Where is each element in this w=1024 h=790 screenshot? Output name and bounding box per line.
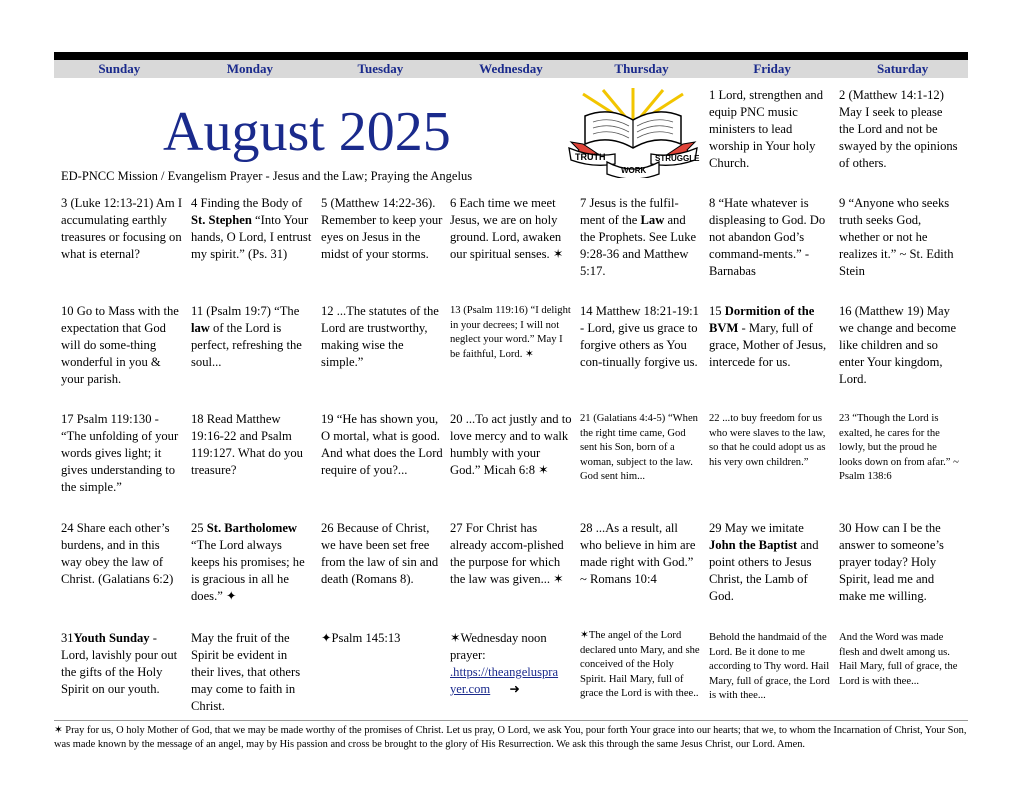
calendar-title: August 2025 [163,101,451,163]
extra-wednesday: ✶Wednesday noon prayer: .https://theangeluspra yer.com ➜ [450,631,559,696]
day-27: 27 For Christ has already accom-plished the purpose for which the law was given... ✶ [450,521,564,586]
extra-friday: Behold the handmaid of the Lord. Be it done to me according to Thy word. Hail Mary, full of grace, the Lord is with thee... [709,632,830,701]
day-5: 5 (Matthew 14:22-36). Remember to keep your eyes on Jesus in the midst of your storms. [321,196,443,261]
calendar-subtitle: ED-PNCC Mission / Evangelism Prayer - Jesus and the Law; Praying the Angelus [61,169,473,183]
day-1: 1 Lord, strengthen and equip PNC music ministers to lead worship in Your holy Church. [709,88,824,170]
weekday-tuesday: Tuesday [357,61,404,76]
weekday-friday: Friday [753,61,791,76]
open-book-logo-icon [563,86,703,178]
extra-monday: May the fruit of the Spirit be evident in their lives, that others may come to faith in Christ. [191,631,301,713]
extra-tuesday: ✦Psalm 145:13 [321,631,401,645]
day-16: 16 (Matthew 19) May we change and become like children and so enter Your kingdom, Lord. [839,304,957,386]
day-24: 24 Share each other’s burdens, and in this way obey the law of Christ. (Galatians 6:2) [61,521,174,586]
day-8: 8 “Hate whatever is displeasing to God. Do not abandon God’s command-ments.” -Barnabas [709,196,826,278]
day-26: 26 Because of Christ, we have been set free from the law of sin and death (Romans 8). [321,521,439,586]
angelus-prayer-link[interactable]: .https://theangeluspra yer.com [450,665,559,696]
weekday-sunday: Sunday [98,61,141,76]
logo-struggle-text: STRUGGLE [655,154,700,163]
day-6: 6 Each time we meet Jesus, we are on holy ground. Lord, awaken our spiritual senses. ✶ [450,196,564,261]
day-14: 14 Matthew 18:21-19:1 - Lord, give us grace to forgive others as You con-tinually forgive us. [580,304,699,369]
extra-thursday: ✶The angel of the Lord declared unto Mary, and she conceived of the Holy Spirit. Hail Mary, full of grace the Lord is with thee.. [580,630,700,699]
day-18: 18 Read Matthew 19:16-22 and Psalm 119:127. What do you treasure? [191,412,303,477]
weekday-thursday: Thursday [614,61,669,76]
logo-truth-text: TRUTH [575,152,606,162]
day-3: 3 (Luke 12:13-21) Am I accumulating earthly treasures or focusing on what is eternal? [61,196,183,261]
day-12: 12 ...The statutes of the Lord are trustworthy, making wise the simple.” [321,304,439,369]
arrow-right-icon: ➜ [509,682,520,696]
logo-work-text: WORK [621,166,647,175]
weekday-wednesday: Wednesday [479,61,543,76]
day-23: 23 “Though the Lord is exalted, he cares for the lowly, but the proud he looks down on from afar.” ~ Psalm 138:6 [839,413,959,482]
day-29: 29 May we imitate John the Baptist and point others to Jesus Christ, the Lamb of God. [709,521,819,603]
day-28: 28 ...As a result, all who believe in him are made right with God.” ~ Romans 10:4 [580,521,696,586]
day-30: 30 How can I be the answer to someone’s prayer today? Holy Spirit, lead me and make me willing. [839,521,944,603]
day-13: 13 (Psalm 119:16) “I delight in your decrees; I will not neglect your word.” May I be faithful, Lord. ✶ [450,305,571,360]
weekday-monday: Monday [226,61,273,76]
day-19: 19 “He has shown you, O mortal, what is good. And what does the Lord require of you?... [321,412,443,477]
day-9: 9 “Anyone who seeks truth seeks God, whether or not he realizes it.” ~ St. Edith Stein [839,196,954,278]
day-7: 7 Jesus is the fulfil-ment of the Law and the Prophets. See Luke 9:28-36 and Matthew 5:17. [580,196,697,278]
weekday-saturday: Saturday [877,61,929,76]
day-25: 25 St. Bartholomew “The Lord always keeps his promises; he is gracious in all he does.” ✦ [191,521,305,603]
top-rule [54,52,968,60]
day-10: 10 Go to Mass with the expectation that God will do some-thing wonderful in you & your parish. [61,304,179,386]
day-31: 31Youth Sunday - Lord, lavishly pour out the gifts of the Holy Spirit on our youth. [61,631,178,696]
day-22: 22 ...to buy freedom for us who were slaves to the law, so that he could adopt us as his very own children.” [709,413,826,468]
day-2: 2 (Matthew 14:1-12) May I seek to please the Lord and not be swayed by the opinions of others. [839,88,958,170]
day-21: 21 (Galatians 4:4-5) “When the right time came, God sent his Son, born of a woman, subject to the law. God sent him... [580,413,698,482]
weekday-header [54,60,968,78]
day-15: 15 Dormition of the BVM - Mary, full of grace, Mother of Jesus, intercede for us. [709,304,827,369]
day-11: 11 (Psalm 19:7) “The law of the Lord is perfect, refreshing the soul... [191,304,302,369]
angelus-prayer-footer: ✶ Pray for us, O holy Mother of God, that we may be made worthy of the promises of Christ. Let us pray, O Lord, we ask You, pour forth Your grace into our hearts; that we, to whom the Incarnation of Christ, Your Son, was made known by the message of an angel, may by His passion and cross be brought to the glory of His Resurrection. We ask this through the same Jesus Christ, our Lord. Amen. [54,720,968,751]
day-17: 17 Psalm 119:130 - “The unfolding of your words gives light; it gives understanding to the simple.” [61,412,179,494]
day-4: 4 Finding the Body of St. Stephen “Into Your hands, O Lord, I entrust my spirit.” (Ps. 31) [191,196,312,261]
extra-saturday: And the Word was made flesh and dwelt among us. Hail Mary, full of grace, the Lord is with thee... [839,632,958,687]
day-20: 20 ...To act justly and to love mercy and to walk humbly with your God.” Micah 6:8 ✶ [450,412,572,477]
